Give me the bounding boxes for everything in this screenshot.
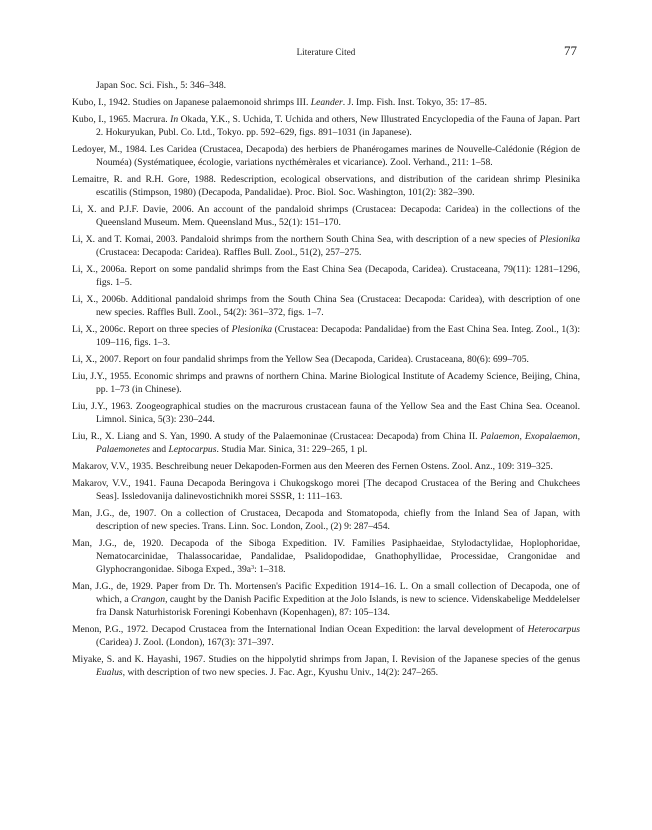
reference-entry: Kubo, I., 1965. Macrura. In Okada, Y.K., S. Uchida, T. Uchida and others, New Illustrated Encyclopedia of the Fauna of Japan. Part 2. Hokuryukan, Publ. Co. Ltd., Tokyo. pp. 592–629, figs. 891–1031 (in Japanese). <box>72 114 580 138</box>
reference-entry: Lemaitre, R. and R.H. Gore, 1988. Redescription, ecological observations, and distribution of the caridean shrimp Plesinika escatilis (Stimpson, 1980) (Decapoda, Pandalidae). Proc. Biol. Soc. Washington, 101(2): 382–390. <box>72 174 580 198</box>
page-number: 77 <box>564 43 577 58</box>
reference-entry: Man, J.G., de, 1907. On a collection of Crustacea, Decapoda and Stomatopoda, chiefly from the Inland Sea of Japan, with description of new species. Trans. Linn. Soc. London, Zool., (2) 9: 287–454. <box>72 508 580 532</box>
reference-entry: Miyake, S. and K. Hayashi, 1967. Studies on the hippolytid shrimps from Japan, I. Revision of the Japanese species of the genus Eualus, with description of two new species. J. Fac. Agr., Kyushu Univ., 14(2): 247–265. <box>72 654 580 678</box>
reference-entry: Ledoyer, M., 1984. Les Caridea (Crustacea, Decapoda) des herbiers de Phanérogames marines de Nouvelle-Calédonie (Région de Nouméa) (Systématiquee, écologie, variations nycthémèrales et vicariance). Zool. Verhand., 211: 1–58. <box>72 144 580 168</box>
reference-entry: Liu, R., X. Liang and S. Yan, 1990. A study of the Palaemoninae (Crustacea: Decapoda) from China II. Palaemon, Exopalaemon, Palaemonetes and Leptocarpus. Studia Mar. Sinica, 31: 229–265, 1 pl. <box>72 431 580 455</box>
reference-entry: Li, X., 2006b. Additional pandaloid shrimps from the South China Sea (Crustacea: Decapoda: Caridea), with description of one new species. Raffles Bull. Zool., 54(2): 361–372, figs. 1–7. <box>72 294 580 318</box>
reference-entry: Li, X., 2006a. Report on some pandalid shrimps from the East China Sea (Decapoda, Caridea). Crustaceana, 79(11): 1281–1296, figs. 1–5. <box>72 264 580 288</box>
reference-entry: Makarov, V.V., 1941. Fauna Decapoda Beringova i Chukogskogo morei [The decapod Crustacea of the Bering and Chukchees Seas]. Issledovanija dalinevostichnikh morei SSSR, 1: 111–163. <box>72 478 580 502</box>
running-head: Literature Cited <box>296 47 356 57</box>
reference-entry: Kubo, I., 1942. Studies on Japanese palaemonoid shrimps III. Leander. J. Imp. Fish. Inst. Tokyo, 35: 17–85. <box>72 97 487 108</box>
reference-entry: Li, X., 2006c. Report on three species of Plesionika (Crustacea: Decapoda: Pandalidae) from the East China Sea. Integ. Zool., 1(3): 109–116, figs. 1–3. <box>72 324 580 348</box>
reference-entry: Man, J.G., de, 1920. Decapoda of the Siboga Expedition. IV. Families Pasiphaeidae, Stylodactylidae, Hoplophoridae, Nematocarcinidae, Thalassocaridae, Pandalidae, Psalidopodidae, Gnathophyllidae, Processidae, Crangonidae and Glyphocrangonidae. Siboga Exped., $39a^3$: 1–318. <box>72 538 580 575</box>
page-header <box>0 44 652 64</box>
reference-entry: Li, X. and P.J.F. Davie, 2006. An account of the pandaloid shrimps (Crustacea: Decapoda: Caridea) in the collections of the Queensland Museum. Mem. Queensland Mus., 52(1): 151–170. <box>72 204 580 228</box>
reference-continuation: Japan Soc. Sci. Fish., 5: 346–348. <box>96 80 227 91</box>
references-list <box>72 79 580 683</box>
reference-entry: Man, J.G., de, 1929. Paper from Dr. Th. Mortensen's Pacific Expedition 1914–16. L. On a small collection of Decapoda, one of which, a Crangon, caught by the Danish Pacific Expedition at the Jolo Islands, is new to science. Videnskabelige Meddelelser fra Dansk Naturhistorisk Foreningi Kobenhavn (Kopenhagen), 87: 105–134. <box>72 581 580 618</box>
reference-entry: Li, X. and T. Komai, 2003. Pandaloid shrimps from the northern South China Sea, with description of a new species of Plesionika (Crustacea: Decapoda: Caridea). Raffles Bull. Zool., 51(2), 257–275. <box>72 234 580 258</box>
reference-entry: Menon, P.G., 1972. Decapod Crustacea from the International Indian Ocean Expedition: the larval development of Heterocarpus (Caridea) J. Zool. (London), 167(3): 371–397. <box>72 624 580 648</box>
reference-entry: Li, X., 2007. Report on four pandalid shrimps from the Yellow Sea (Decapoda, Caridea). Crustaceana, 80(6): 699–705. <box>72 354 529 365</box>
reference-entry: Liu, J.Y., 1963. Zoogeographical studies on the macrurous crustacean fauna of the Yellow Sea and the East China Sea. Oceanol. Limnol. Sinica, 5(3): 230–244. <box>72 401 580 425</box>
reference-entry: Liu, J.Y., 1955. Economic shrimps and prawns of northern China. Marine Biological Institute of Academy Science, Beijing, China, pp. 1–73 (in Chinese). <box>72 371 580 395</box>
reference-entry: Makarov, V.V., 1935. Beschreibung neuer Dekapoden-Formen aus den Meeren des Fernen Ostens. Zool. Anz., 109: 319–325. <box>72 461 553 472</box>
